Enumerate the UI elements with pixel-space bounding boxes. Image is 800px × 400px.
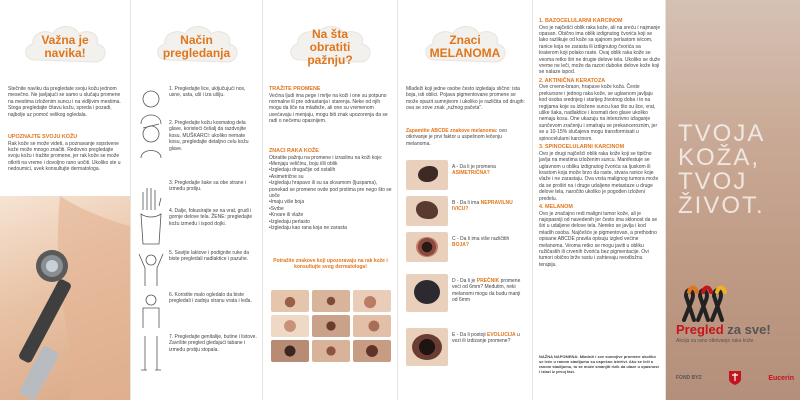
abcde-key: PREČNIK <box>476 278 500 284</box>
signs-intro: Obratite pažnju na promene i izraslinu na koži koje: <box>269 154 383 161</box>
step-text: 7. Pregledajte genitalije, butine i listove. Završite pregled gledajući tabane i između prstiju stopala. <box>169 334 257 353</box>
abcde-key: NEPRAVILNU IVICU? <box>452 200 513 213</box>
abcde-text <box>452 164 526 177</box>
panel-attention <box>262 0 397 400</box>
step-text: 2. Pregledajte kožu kosmatog dela glave, koristeći češalj da razdvojite kosu. MUŠKARCI: ukoliko nemate kosu, pregledajte detaljno celu kožu glave. <box>169 120 249 152</box>
lesion-photo <box>406 196 448 226</box>
abcde-prefix: D - Da li je <box>452 278 477 284</box>
dermatoscope-photo <box>0 196 130 400</box>
cover-headline <box>678 122 798 218</box>
list-item: •Asimetrične su <box>269 173 304 180</box>
lesion-photo <box>312 315 350 337</box>
title-cloud <box>21 22 109 72</box>
lesion-photo <box>312 340 350 362</box>
abcde-text <box>452 332 526 345</box>
title-cloud <box>421 22 509 72</box>
list-item: •Imaju više boja <box>269 199 305 206</box>
step-6 <box>137 292 259 334</box>
abcde-block <box>406 128 526 147</box>
step-7 <box>137 334 259 376</box>
advice-text: Rak kože se može videti, a poznavanje sopstvene kože može mnogo značiti. Redovno pregledajte svoju kožu i tražite promene, jer rak kože se može otkriti na vreme i dovoljno rano uočiti. Ukoliko ste u nedoumici, uvek konsultujte dermatologa. <box>8 140 121 173</box>
panel-skin-cancer-types <box>532 0 665 400</box>
lesion-photo <box>353 340 391 362</box>
eucerin-logo: Eucerin <box>768 374 794 382</box>
abcde-prefix: B - Da li ima <box>452 200 481 206</box>
legs-figure-icon <box>137 334 165 372</box>
torso-figure-icon <box>137 208 165 246</box>
panel-habit <box>0 0 130 400</box>
panel-melanoma <box>397 0 532 400</box>
list-item: •Menjaju veličinu, boju i/ili oblik <box>269 161 338 167</box>
lesion-photo <box>353 315 391 337</box>
signs-list <box>269 161 392 231</box>
types-block <box>539 18 661 268</box>
campaign-title-red: Pregled <box>676 322 724 337</box>
type-text: Ovo je značajno redi maligni tumor kože, ali je najopasniji od navedenih jer često ima sklonost da se širi u udaljene delove tela. Nereko se javlja i kod mladih osoba. Najčešće je pigmentovan, a prethodno opisane ABCDE pravila opisuju izgled većine melanoma. Veoma retko se mogu javiti u obliku ružičastih ili crvenih čvorića bez pigmentacije. Ovi tumori obično brže rastu i zahtevaju neodložnu terapiju. <box>539 210 658 268</box>
callout-text: Potražite znakove koji upozoravaju na rak kože i konsultujte svog dermatologa! <box>273 258 388 271</box>
campaign-subtitle: Akcija za rano otkrivanje raka kože <box>676 338 754 344</box>
back-figure-icon <box>137 292 165 330</box>
list-item: •Izgledaju kao rana koja ne zarasta <box>269 225 347 232</box>
campaign-title <box>676 322 794 337</box>
abcde-suffix: u vezi ili izdizanje promene? <box>452 332 520 345</box>
step-2 <box>137 120 259 162</box>
search-text: Većina ljudi ima pege i mrlje na koži i one su potpuno normalne ili pre odrastanja i starenja. Neke od njih mogu da liče na mlađeže, ali one su vremenom uvećavaju i menjaju, mogu biti znak upozorenja da se radi o nečemu opasnijem. <box>269 92 388 125</box>
list-item: •Izgledaju drugačije od ostalih <box>269 167 336 174</box>
campaign-title-gray: za sve! <box>723 322 771 337</box>
abcde-key: ASIMETRIČNA? <box>452 170 490 177</box>
step-5 <box>137 250 259 292</box>
lesion-photo-grid <box>271 290 391 362</box>
panel-method <box>130 0 262 400</box>
coat-of-arms-icon <box>728 370 742 386</box>
type-heading: 4. MELANOM <box>539 203 573 210</box>
panel-title: Važna je navika! <box>41 33 89 60</box>
panel-cover <box>665 0 800 400</box>
abcde-intro: ovo otkrivanje je prvi faktor u uspešnom lečenju melanoma. <box>406 128 507 147</box>
abcde-prefix: A - Da li je promena <box>452 164 496 170</box>
lesion-photo <box>271 315 309 337</box>
headline-line: KOŽA, <box>678 144 761 171</box>
list-item: •Izgledaju hrapavo ili su sa skvamom (ljuspama), ponekad se promene ovde pod prstima pre nego što se uoče <box>269 180 392 200</box>
panel-title: Način pregledanja <box>162 33 231 60</box>
headline-line: ŽIVOT. <box>678 192 765 219</box>
head-comb-figure-icon <box>137 120 165 158</box>
signs-block <box>269 148 392 231</box>
list-item: •Izgledaju perlasto <box>269 218 310 225</box>
abcde-prefix: C - Da li ima više različitih <box>452 236 510 242</box>
step-4 <box>137 208 259 250</box>
fund-logo: FOND BYZ <box>676 375 702 381</box>
lesion-photo <box>271 340 309 362</box>
type-heading: 2. AKTINIČNA KERATOZA <box>539 77 606 84</box>
step-text: 1. Pregledajte lice, uključujući nos, usne, usta, uši i iza ušiju. <box>169 86 246 99</box>
type-heading: 1. BAZOCELULARNI KARCINOM <box>539 18 623 24</box>
step-text: 5. Savijte laktove i podignite ruke da biste pregledali nadlaktice i pazuhe. <box>169 250 250 263</box>
type-text: Ove crveno-braon, hrapave kože koža. Česte prekursore i jednog raka kože, se uglavnom javljaju kod osoba srednjeg i starijeg životnog doba i to na regijama koje su izložene suncu kao što su lice, vrat, uške šaka, nadlaktice i kosmati deo glave ukoliko nemaju kosu. One ukazuju na intenzivno izlaganje sunčevom zračenju i smatraju se prekanceroznim, jer se u 10-15% slučajeva mogu transformisati u spinocelularni karcinom. <box>539 84 658 142</box>
abcde-row-a <box>406 160 526 192</box>
panel-title: Znaci MELANOMA <box>429 33 501 60</box>
panel-title: Na šta obratiti pažnju? <box>307 26 353 67</box>
abcde-text <box>452 236 526 249</box>
title-cloud <box>153 22 241 72</box>
search-heading: TRAŽITE PROMENE <box>269 86 321 92</box>
abcde-key: EVOLUCIJA <box>487 332 516 338</box>
face-figure-icon <box>137 86 165 124</box>
advice-heading: UPOZNAJTE SVOJU KOŽU <box>8 134 78 140</box>
step-text: 4. Dalje, fokusirajte se na vrat, grudi i gornje delove tela. ŽENE: pregledajte kožu između i ispod dojki. <box>169 208 253 227</box>
step-text: 6. Koristite malo ogledalo da biste pregledali i zadnju stranu vrata i leđa. <box>169 292 252 305</box>
type-heading: 3. SPINOCELULARNI KARCINOM <box>539 144 625 151</box>
abcde-row-d <box>406 274 526 318</box>
lesion-photo <box>353 290 391 312</box>
list-item: •Krvare ili vlaže <box>269 212 304 219</box>
search-block <box>269 86 392 125</box>
headline-line: TVOJA <box>678 120 766 147</box>
campaign-block <box>676 322 794 344</box>
abcde-heading: Zapamtite ABCDE znakove melanoma: <box>406 128 498 134</box>
type-text: Ovo je najčešći oblik raka kože, ali na sreću i najmanje opasan. Obično ima oblik izdignutog čvorića koji se lako razlikuje od kože sa sjajnom perlastom ivicom, ranice koja ne zarasta ili izdignutog čvorića sa kraterom koji polako raste. Ovaj oblik raka kože se veoma retko širi ne drugie delove tela. Ukoliko se duže vreme ne leči, može da razori duboke delove kože koji se nalaze ispod. <box>539 24 661 76</box>
lesion-photo <box>312 290 350 312</box>
abcde-row-e <box>406 328 526 372</box>
abcde-suffix: promene veći od 6mm? Međutim, neki melanomi mogu da budu manji od 6mm <box>452 278 521 304</box>
abcde-row-c <box>406 232 526 264</box>
ribbons-logo-icon <box>680 282 730 322</box>
footnote: NAŽNA NAPOMENA: Mladeži i sve sumnjive promene ukoliko se leče u ranom stadijumu su uspešno izlečivi. Ako se leči u ranom stadijumu, to se može smanjiti rizik da ulaze u opasnost i izlazi iz prvoj fazi. <box>539 354 659 374</box>
lesion-photo <box>406 232 448 262</box>
lesion-photo <box>406 274 448 312</box>
abcde-key: BOJA? <box>452 242 469 249</box>
intro-text: Stečnite naviku da pregledate svoju kožu jednom mesečno. Ne javljajući se samo u slučaju promene na mestima izloženim suncu i na vidljivim mestima. Stoga pregledajte čitavu kožu, spreda i pozadi, najbolje uz pomoć velikog ogledala. <box>8 86 121 118</box>
title-cloud <box>286 22 374 72</box>
lesion-photo <box>406 328 448 366</box>
sponsor-logos <box>676 366 794 390</box>
lesion-photo <box>406 160 448 190</box>
signs-heading: ZNACI RAKA KOŽE <box>269 148 319 154</box>
abcde-text <box>452 278 526 304</box>
abcde-row-b <box>406 196 526 228</box>
abcde-prefix: E - Da li postoji <box>452 332 488 338</box>
list-item: •Svrbe <box>269 205 284 212</box>
headline-line: TVOJ <box>678 168 748 195</box>
abcde-text <box>452 200 526 213</box>
step-text: 3. Pregledajte šake sa obe strane i između prstiju. <box>169 180 246 193</box>
type-text: Ovo je drugi najčešći oblik raka kože koji se tipično javlja na mestima izloženim suncu. Manifestuje se uglavnom u obliku izdignutog čvorića sa ljuskom ili krastom koja može brzo da raste, stvara ranice koje vlaže i ne zarastaju. Ova vrsta malignog tumora može da se proširi na i druge udaljene metastaze u druge delove tela, naročito ukoliko je pogođen izloženi predelu. <box>539 150 659 202</box>
lesion-photo <box>271 290 309 312</box>
advice-block <box>8 134 122 173</box>
arm-raise-figure-icon <box>137 250 165 288</box>
intro-text: Mlađeži koji jedne osobe često izgledaju slično: ista boja, isti oblici. Pojava pigmentovane promene se može opazit sumnjivom i ukoliko je različita od drugih: ova se zove znak „ružnog pačeta". <box>406 86 525 112</box>
